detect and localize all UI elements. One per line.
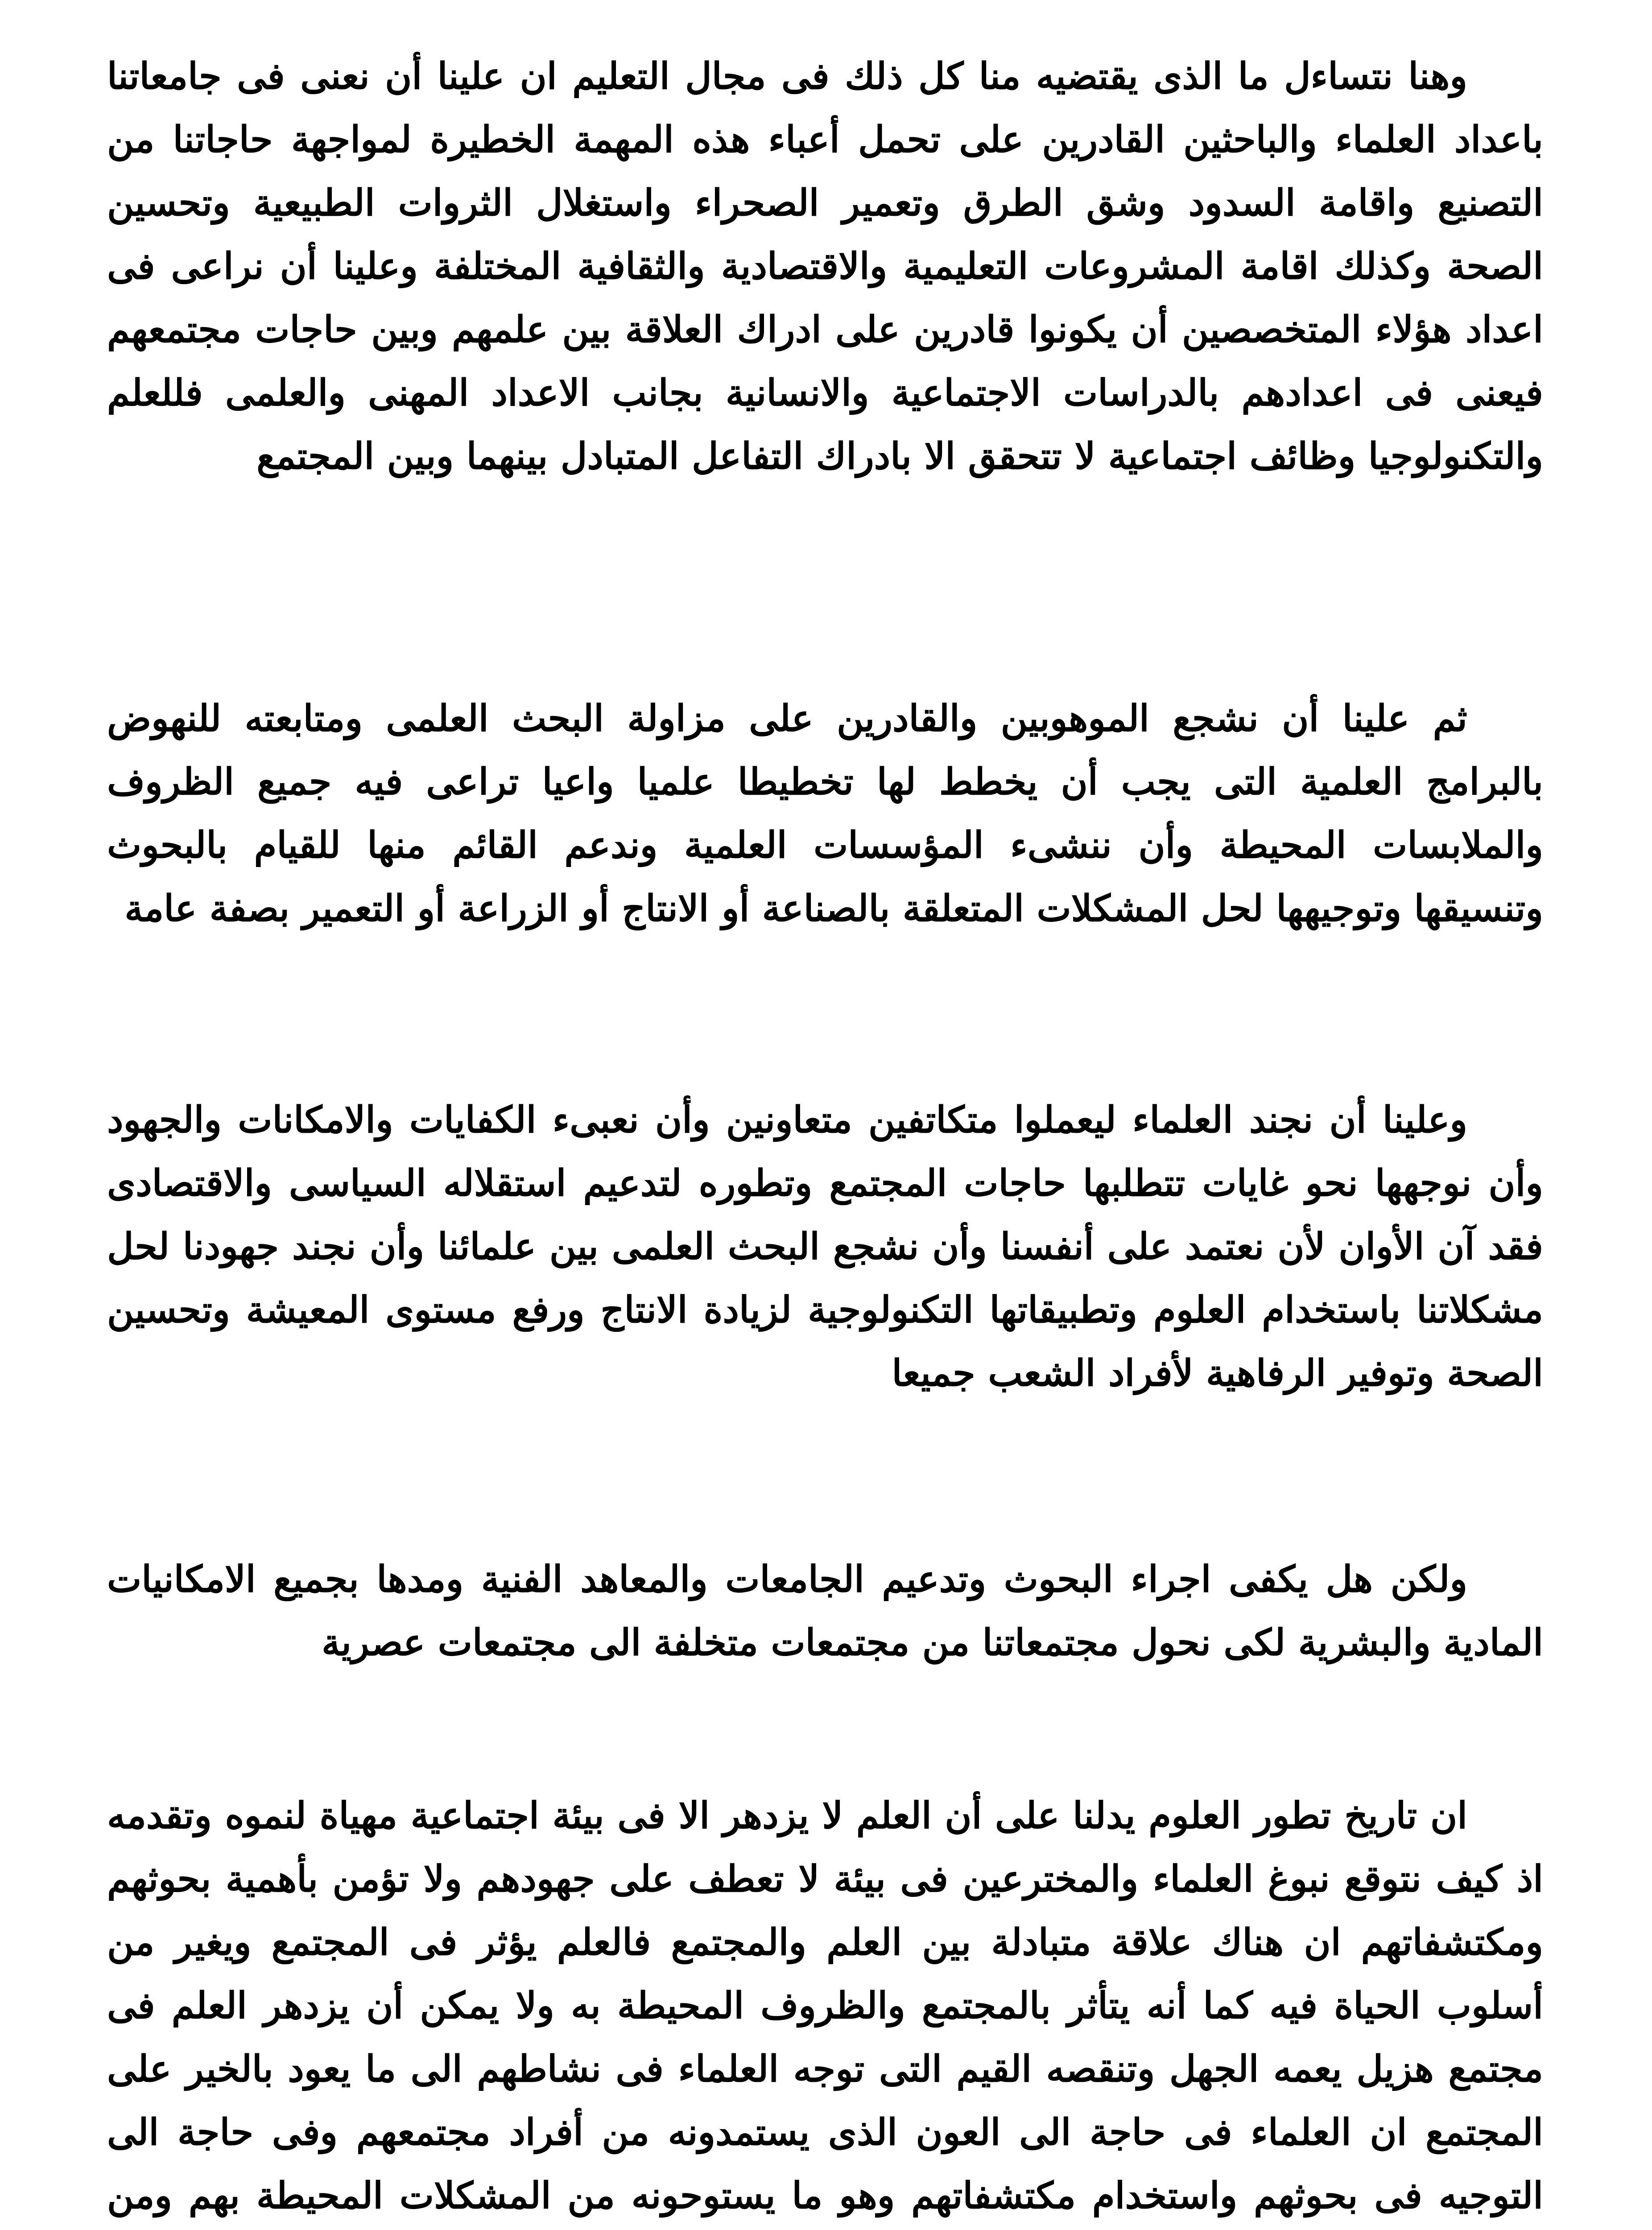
paragraph-block bbox=[107, 45, 1543, 488]
paragraph-2: ثم علينا أن نشجع الموهوبين والقادرين على مزاولة البحث العلمى ومتابعته للنهوض بالبرامج العلمية التى يجب أن يخطط لها تخطيطا علميا واعيا تراعى فيه جميع الظروف والملابسات المحيطة وأن ننشىء المؤسسات العلمية وندعم القائم منها للقيام بالبحوث وتنسيقها وتوجيهها لحل المشكلات المتعلقة بالصناعة أو الانتاج أو الزراعة أو التعمير بصفة عامة bbox=[107, 697, 1543, 930]
paragraph-1: وهنا نتساءل ما الذى يقتضيه منا كل ذلك فى مجال التعليم ان علينا أن نعنى فى جامعاتنا باعداد العلماء والباحثين القادرين على تحمل أعباء هذه المهمة الخطيرة لمواجهة حاجاتنا من التصنيع واقامة السدود وشق الطرق وتعمير الصحراء واستغلال الثروات الطبيعية وتحسين الصحة وكذلك اقامة المشروعات التعليمية والاقتصادية والثقافية المختلفة وعلينا أن نراعى فى اعداد هؤلاء المتخصصين أن يكونوا قادرين على ادراك العلاقة بين علمهم وبين حاجات مجتمعهم فيعنى فى اعدادهم بالدراسات الاجتماعية والانسانية بجانب الاعداد المهنى والعلمى فللعلم والتكنولوجيا وظائف اجتماعية لا تتحقق الا بادراك التفاعل المتبادل بينهما وبين المجتمع bbox=[107, 55, 1543, 478]
paragraph-3: وعلينا أن نجند العلماء ليعملوا متكاتفين متعاونين وأن نعبىء الكفايات والامكانات والجهود وأن نوجهها نحو غايات تتطلبها حاجات المجتمع وتطوره لتدعيم استقلاله السياسى والاقتصادى فقد آن الأوان لأن نعتمد على أنفسنا وأن نشجع البحث العلمى بين علمائنا وأن نجند جهودنا لحل مشكلاتنا باستخدام العلوم وتطبيقاتها التكنولوجية لزيادة الانتاج ورفع مستوى المعيشة وتحسين الصحة وتوفير الرفاهية لأفراد الشعب جميعا bbox=[107, 1098, 1543, 1395]
paragraph-block bbox=[107, 687, 1543, 940]
paragraph-5: ان تاريخ تطور العلوم يدلنا على أن العلم لا يزدهر الا فى بيئة اجتماعية مهياة لنموه وتقدمه اذ كيف نتوقع نبوغ العلماء والمخترعين فى بيئة لا تعطف على جهودهم ولا تؤمن بأهمية بحوثهم ومكتشفاتهم ان هناك علاقة متبادلة بين العلم والمجتمع فالعلم يؤثر فى المجتمع ويغير من أسلوب الحياة فيه كما أنه يتأثر بالمجتمع والظروف المحيطة به ولا يمكن أن يزدهر العلم فى مجتمع هزيل يعمه الجهل وتنقصه القيم التى توجه العلماء فى نشاطهم الى ما يعود بالخير على المجتمع ان العلماء فى حاجة الى العون الذى يستمدونه من أفراد مجتمعهم وفى حاجة الى التوجيه فى بحوثهم واستخدام مكتشفاتهم وهو ما يستوحونه من المشكلات المحيطة بهم ومن bbox=[107, 1794, 1543, 2217]
paragraph-block bbox=[107, 1548, 1543, 1674]
paragraph-4: ولكن هل يكفى اجراء البحوث وتدعيم الجامعات والمعاهد الفنية ومدها بجميع الامكانيات المادية والبشرية لكى نحول مجتمعاتنا من مجتمعات متخلفة الى مجتمعات عصرية bbox=[107, 1558, 1543, 1664]
paragraph-block bbox=[107, 1784, 1543, 2230]
paragraph-block bbox=[107, 1088, 1543, 1405]
